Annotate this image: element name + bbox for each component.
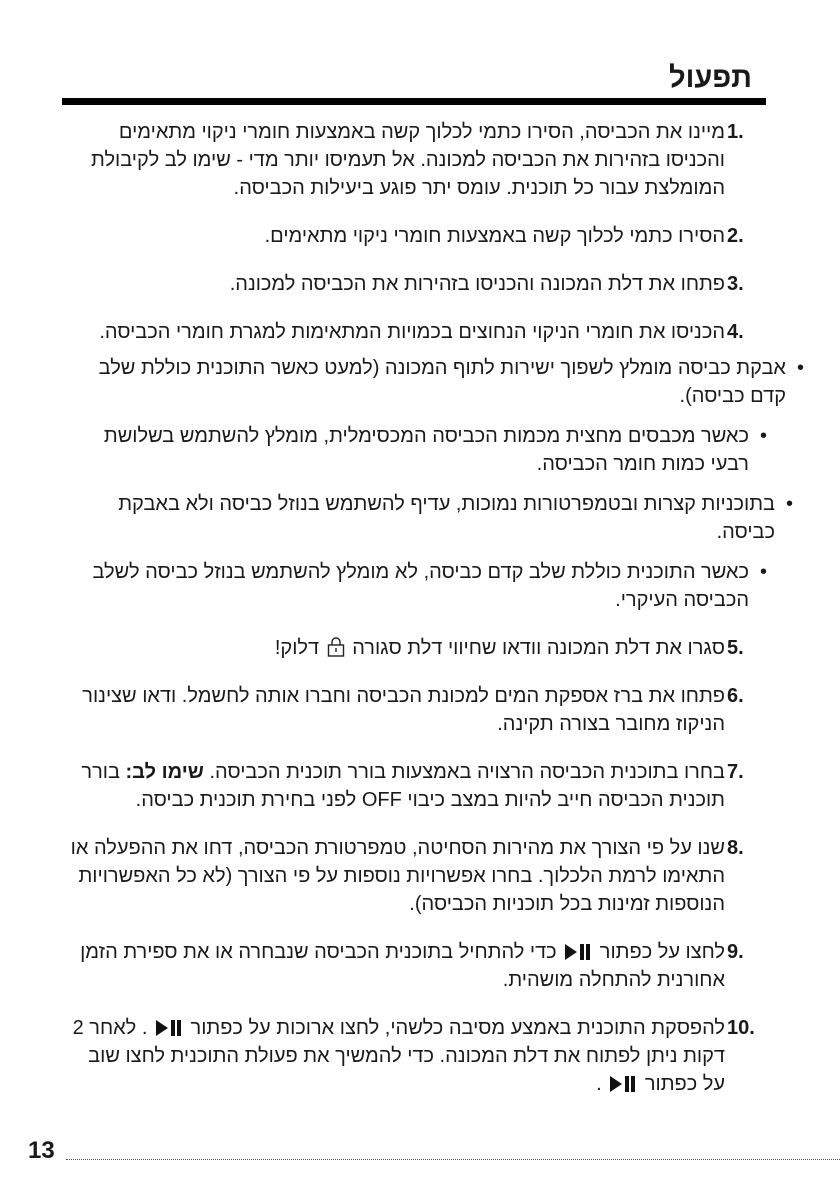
step-text: . לאחר 2 דקות ניתן לפתוח את דלת המכונה. כדי להמשיך את פעולת התוכנית לחצו שוב על כפתור	[72, 1017, 725, 1095]
step-9	[64, 938, 769, 994]
step-7	[64, 758, 769, 814]
step-text: כדי להתחיל בתוכנית הכביסה שנבחרה או את ספירת הזמן אחורנית להתחלה מושהית.	[80, 941, 725, 991]
step-4	[64, 318, 769, 346]
step-3	[64, 270, 769, 298]
step-6	[64, 682, 769, 738]
bullet-dot: •	[759, 561, 767, 583]
start-pause-icon	[155, 1017, 183, 1035]
step-number: 9.	[727, 941, 744, 963]
step-text: הכניסו את חומרי הניקוי הנחוצים בכמויות המתאימות למגרת חומרי הכביסה.	[99, 321, 725, 343]
bullet-text: כאשר התוכנית כוללת שלב קדם כביסה, לא מומלץ להשתמש בנוזל כביסה לשלב הכביסה העיקרי.	[92, 561, 749, 611]
step-5	[64, 634, 769, 662]
bullet-text: אבקת כביסה מומלץ לשפוך ישירות לתוף המכונה (למעט כאשר התוכנית כוללת שלב קדם כביסה).	[98, 357, 786, 407]
step-number: 5.	[727, 637, 744, 659]
step-number: 6.	[727, 685, 744, 707]
step-text: פתחו את ברז אספקת המים למכונת הכביסה וחברו אותה לחשמל. ודאו שצינור הניקוז מחובר בצורה תקינה.	[82, 685, 725, 735]
start-pause-icon	[609, 1073, 637, 1091]
step-text: שנו על פי הצורך את מהירות הסחיטה, טמפרטורת הכביסה, דחו את ההפעלה או התאימו לרמת הלכלוך. בחרו אפשרויות נוספות על פי הצורך (לא כל האפשרויות הנוספות זמינות בכל תוכניות הכביסה).	[70, 837, 725, 915]
detergent-tips	[64, 354, 804, 614]
step-number: 8.	[727, 837, 744, 859]
step-2	[64, 222, 769, 250]
step-text: דלוק!	[274, 637, 320, 659]
page-number: 13	[28, 1137, 55, 1164]
step-number: 4.	[727, 321, 744, 343]
step-text: הסירו כתמי לכלוך קשה באמצעות חומרי ניקוי מתאימים.	[264, 225, 725, 247]
step-number: 3.	[727, 273, 744, 295]
bullet-dot: •	[796, 357, 804, 379]
step-8	[64, 834, 769, 918]
bullet-text: כאשר מכבסים מחצית מכמות הכביסה המכסימלית, מומלץ להשתמש בשלושת רבעי כמות חומר הכביסה.	[103, 425, 749, 475]
door-lock-icon	[327, 637, 345, 657]
step-text: לחצו על כפתור	[599, 941, 725, 963]
step-number: 1.	[727, 121, 744, 143]
list-item	[64, 354, 806, 410]
step-number: 7.	[727, 761, 744, 783]
step-text: .	[596, 1073, 602, 1095]
step-1	[64, 118, 769, 202]
footer-dotted-line	[66, 1159, 840, 1160]
step-text: מיינו את הכביסה, הסירו כתמי לכלוך קשה באמצעות חומרי ניקוי מתאימים והכניסו בזהירות את הכביסה למכונה. אל תעמיסו יותר מדי - שימו לב לקיבולת המומלצת עבור כל תוכנית. עומס יתר פוגע ביעילות הכביסה.	[91, 121, 725, 199]
bullet-dot: •	[785, 493, 793, 515]
list-item	[64, 490, 795, 546]
step-text: להפסקת התוכנית באמצע מסיבה כלשהי, לחצו ארוכות על כפתור	[190, 1017, 725, 1039]
step-text: בחרו בתוכנית הכביסה הרצויה באמצעות בורר תוכנית הכביסה.	[209, 761, 725, 783]
step-number: 10.	[727, 1017, 755, 1039]
step-text: פתחו את דלת המכונה והכניסו בזהירות את הכביסה למכונה.	[229, 273, 725, 295]
bullet-text: בתוכניות קצרות ובטמפרטורות נמוכות, עדיף להשתמש בנוזל כביסה ולא באבקת כביסה.	[118, 493, 775, 543]
bullet-dot: •	[759, 425, 767, 447]
step-10	[64, 1014, 769, 1098]
step-number: 2.	[727, 225, 744, 247]
note-label: שימו לב:	[125, 761, 204, 783]
step-text: סגרו את דלת המכונה וודאו שחיווי דלת סגורה	[352, 637, 725, 659]
step-text: בורר תוכנית הכביסה חייב להיות במצב כיבוי OFF לפני בחירת תוכנית כביסה.	[81, 761, 725, 811]
title-rule	[62, 98, 766, 105]
page-title: תפעול	[669, 62, 752, 94]
list-item	[64, 558, 769, 614]
list-item	[64, 422, 769, 478]
instructions	[64, 118, 804, 1118]
start-pause-icon	[564, 941, 592, 959]
